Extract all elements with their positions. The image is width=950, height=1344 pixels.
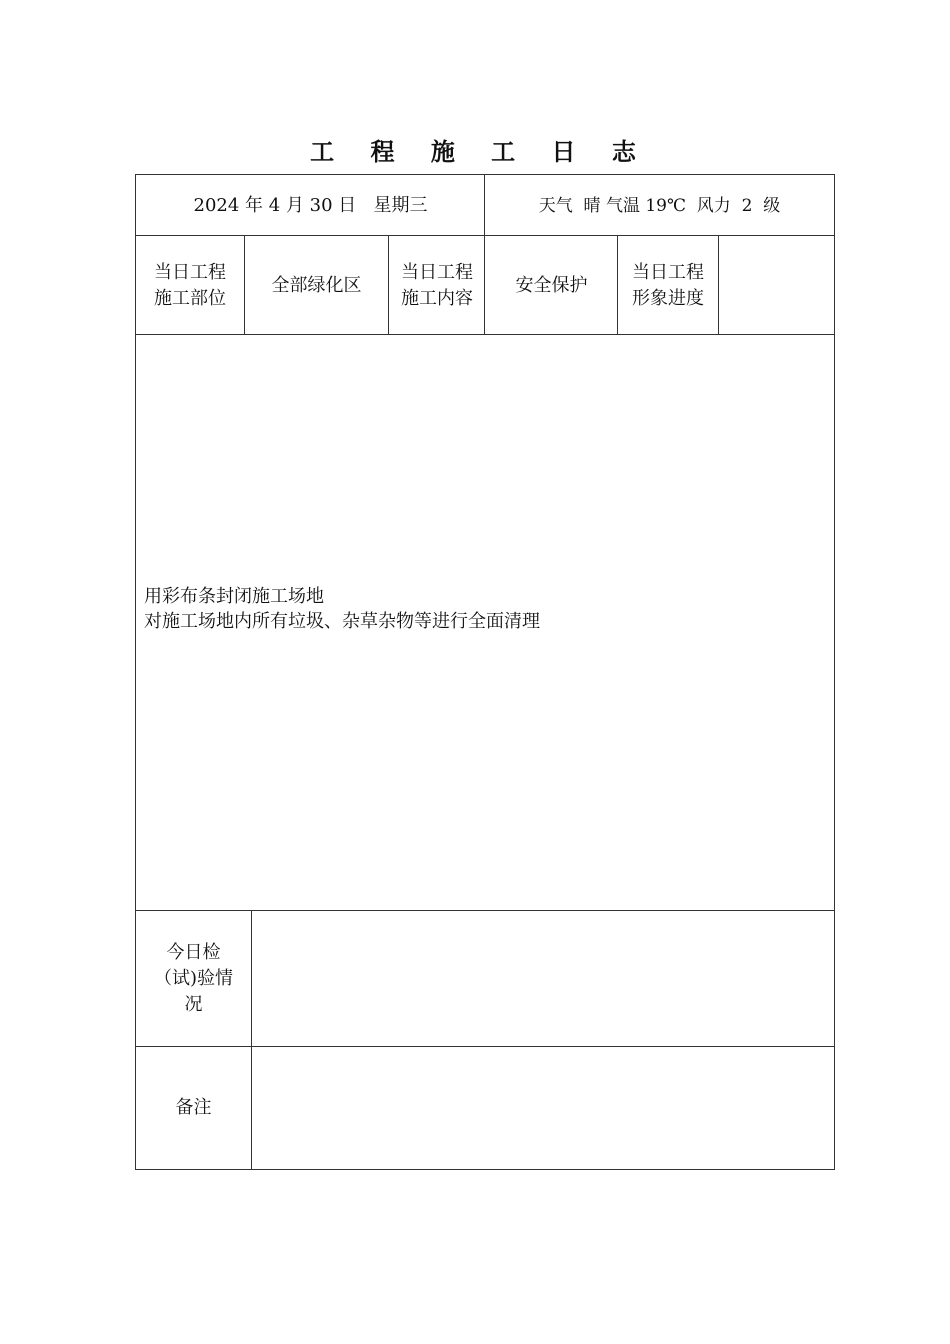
site-value-cell [245, 236, 388, 335]
site-value: 全部绿化区 [271, 274, 362, 296]
remarks-label-cell [136, 1047, 251, 1169]
site-label-cell [136, 236, 244, 335]
remarks-label: 备注 [175, 1097, 212, 1118]
site-label-line1: 当日工程 [154, 261, 226, 283]
content-label-line1: 当日工程 [401, 261, 473, 283]
progress-label-line2: 形象进度 [632, 287, 704, 309]
inspection-label-line1: 今日检 [166, 941, 221, 963]
inspection-label-line3: 况 [184, 993, 203, 1015]
progress-label-cell [618, 236, 718, 335]
inspection-label-line2: （试)验情 [153, 967, 234, 989]
weather-cell [485, 175, 834, 236]
weather-text: 天气 晴 气温 19℃ 风力 2 级 [538, 195, 781, 216]
construction-log-table [135, 174, 835, 1170]
work-content-text [144, 584, 540, 634]
progress-label-line1: 当日工程 [632, 261, 704, 283]
content-value: 安全保护 [515, 274, 588, 296]
date-cell [136, 175, 485, 236]
site-label-line2: 施工部位 [154, 287, 226, 309]
work-content-line-1: 用彩布条封闭施工场地 [144, 586, 324, 607]
inspection-value-cell [252, 911, 834, 1046]
work-content-line-2: 对施工场地内所有垃圾、杂草杂物等进行全面清理 [144, 611, 540, 632]
content-label-cell [389, 236, 485, 335]
content-label-line2: 施工内容 [401, 287, 473, 309]
progress-value-cell [719, 236, 834, 335]
work-content-cell [136, 335, 834, 910]
remarks-value-cell [252, 1047, 834, 1169]
inspection-label-cell [136, 911, 251, 1046]
date-text: 2024 年 4 月 30 日 星期三 [193, 194, 428, 216]
page-title: 工 程 施 工 日 志 [310, 137, 650, 166]
content-value-cell [485, 236, 618, 335]
